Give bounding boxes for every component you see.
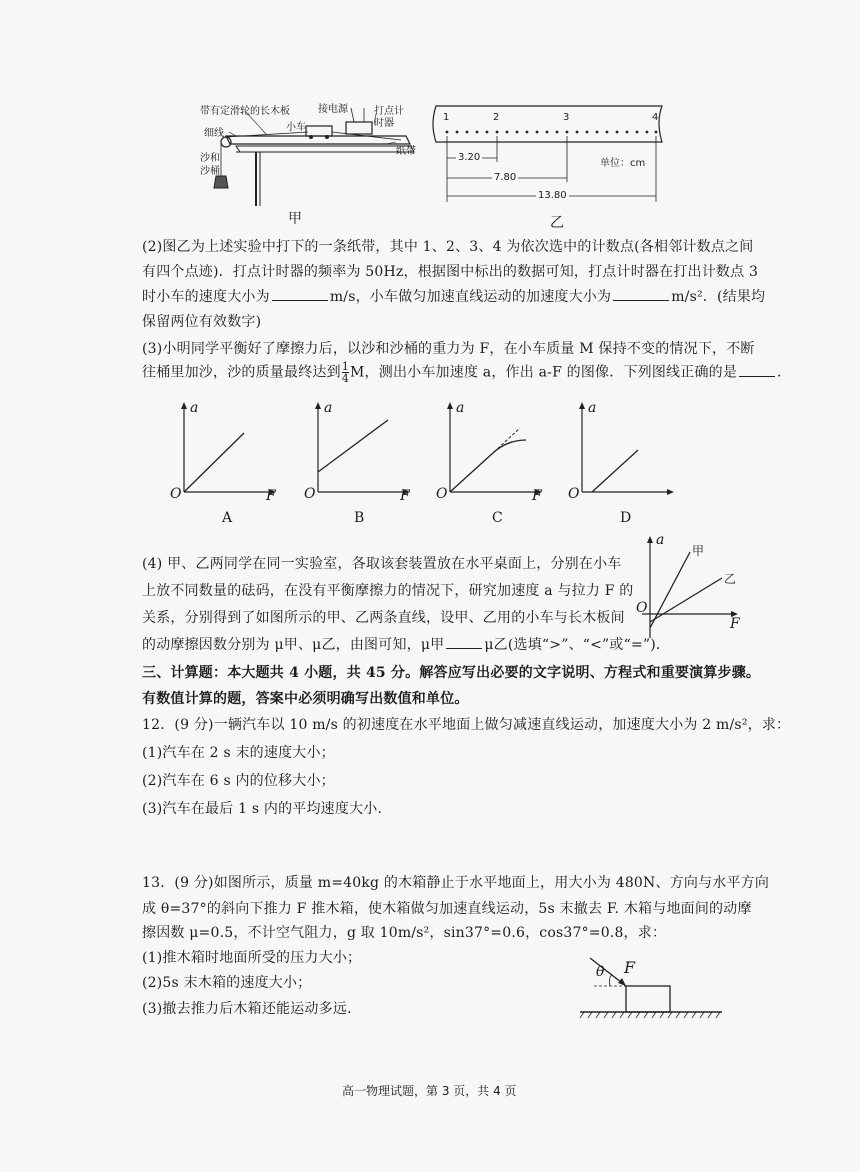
q13-part3: (3)撤去推力后木箱还能运动多远. <box>142 1001 352 1017</box>
figure-q4-graph <box>634 530 744 645</box>
q13-line3: 擦因数 μ=0.5，不计空气阻力，g 取 10m/s²，sin37°=0.6，cos37°=0.8，求： <box>142 925 667 941</box>
graph-a <box>168 400 278 500</box>
box-push-drawing <box>576 946 726 1026</box>
tape-point-3: 3 <box>563 112 570 123</box>
caption-jia: 甲 <box>288 211 302 227</box>
tape-dim-3: 13.80 <box>538 190 567 201</box>
graph-a-axis-y: a <box>190 400 199 416</box>
fraction-one-quarter <box>342 361 349 384</box>
graph-b-axis-x: F <box>400 488 410 504</box>
q4-answer-blank[interactable] <box>446 636 482 649</box>
q4-line4 <box>142 634 670 654</box>
option-a-label: A <box>222 510 233 526</box>
q2-line4: 保留两位有效数字) <box>142 314 262 330</box>
q4-graph-line-jia: 甲 <box>692 544 705 558</box>
label-board: 带有定滑轮的长木板 <box>200 106 290 117</box>
tape-point-2: 2 <box>493 112 500 123</box>
graph-b-origin: O <box>304 486 316 502</box>
graph-b-axis-y: a <box>324 400 333 416</box>
q2-line2: 有四个点迹)．打点计时器的频率为 50Hz，根据图中标出的数据可知，打点计时器在打出计数点 3 <box>142 264 759 280</box>
tape-unit: 单位：cm <box>600 158 646 169</box>
option-d-label: D <box>620 510 632 526</box>
q2-line1: (2)图乙为上述实验中打下的一条纸带，其中 1、2、3、4 为依次选中的计数点(各相邻计数点之间 <box>142 239 754 255</box>
label-power: 接电源 <box>318 104 348 115</box>
option-c-label: C <box>492 510 503 526</box>
fraction-numerator: 1 <box>341 360 350 373</box>
q2-blank-acceleration[interactable] <box>613 288 669 301</box>
graph-c-axis-x: F <box>532 488 542 504</box>
graph-c-axis-y: a <box>456 400 465 416</box>
label-sand: 沙和沙桶 <box>200 153 220 177</box>
caption-yi: 乙 <box>550 215 564 231</box>
q13-line2: 成 θ=37°的斜向下推力 F 推木箱，使木箱做匀加速直线运动，5s 末撤去 F. 木箱与地面间的动摩 <box>142 901 752 917</box>
tape-dim-2: 7.80 <box>494 172 517 183</box>
q4-line1: (4) 甲、乙两同学在同一实验室，各取该套装置放在水平桌面上，分别在小车 <box>142 556 622 572</box>
graph-a-origin: O <box>170 486 182 502</box>
q2-line3 <box>142 286 765 306</box>
q4-graph-axis-y: a <box>656 532 665 548</box>
tape-dim-1: 3.20 <box>458 152 481 163</box>
q3-line1: (3)小明同学平衡好了摩擦力后，以沙和沙桶的重力为 F，在小车质量 M 保持不变的情况下，不断 <box>142 341 755 357</box>
tape-point-1: 1 <box>443 112 450 123</box>
q4-line4-b: μ乙(选填“>”、“<”或“=”)． <box>484 637 671 653</box>
section3-heading-line2: 有数值计算的题，答案中必须明确写出数值和单位。 <box>142 691 469 707</box>
graph-a-axis-x: F <box>266 488 276 504</box>
tape-point-4: 4 <box>652 112 659 123</box>
box-push-theta: θ <box>596 964 605 980</box>
q4-graph-axis-x: F <box>730 616 740 632</box>
label-tape: 纸带 <box>396 146 416 157</box>
q3-line2-c: ． <box>777 364 792 381</box>
q12-part1: (1)汽车在 2 s 末的速度大小； <box>142 745 335 761</box>
q13-line1: 13．(9 分)如图所示，质量 m=40kg 的木箱静止于水平地面上，用大小为 480N、方向与水平方向 <box>142 875 770 891</box>
q4-graph-line-yi: 乙 <box>724 572 737 586</box>
graph-b <box>302 400 412 500</box>
q3-line2-b: M，测出小车加速度 a，作出 a-F 的图像．下列图线正确的是 <box>350 364 738 381</box>
q4-graph-origin: O <box>636 600 648 616</box>
q12-part2: (2)汽车在 6 s 内的位移大小； <box>142 773 335 789</box>
q2-line3-b: m/s，小车做匀加速直线运动的加速度大小为 <box>329 289 612 305</box>
q2-line3-c: m/s²．(结果均 <box>671 289 766 305</box>
graph-d <box>566 400 676 500</box>
section3-heading-line1: 三、计算题：本大题共 4 小题，共 45 分。解答应写出必要的文字说明、方程式和重要演算步骤。 <box>142 665 761 681</box>
label-timer: 打点计时器 <box>374 106 404 129</box>
q4-line4-a: 的动摩擦因数分别为 μ甲、μ乙，由图可知，μ甲 <box>142 637 445 653</box>
q2-blank-velocity[interactable] <box>272 288 328 301</box>
label-string: 细线 <box>204 128 224 139</box>
graph-c-origin: O <box>436 486 448 502</box>
figure-box-push <box>576 946 726 1026</box>
q2-line3-a: 时小车的速度大小为 <box>142 289 270 305</box>
q3-line2 <box>142 361 791 384</box>
q13-part2: (2)5s 末木箱的速度大小； <box>142 975 312 991</box>
q4-graph-drawing <box>634 530 744 645</box>
graph-options <box>168 400 658 530</box>
figure-tape <box>430 102 670 232</box>
option-b-label: B <box>354 510 365 526</box>
fraction-denominator: 4 <box>341 372 350 385</box>
graph-c <box>434 400 544 500</box>
graph-d-axis-y: a <box>588 400 597 416</box>
figure-apparatus <box>196 96 416 228</box>
q3-answer-blank[interactable] <box>739 364 775 377</box>
q4-line3: 关系，分别得到了如图所示的甲、乙两条直线，设甲、乙用的小车与长木板间 <box>142 610 625 626</box>
q3-line2-a: 往桶里加沙，沙的质量最终达到 <box>142 364 341 381</box>
box-push-force: F <box>624 958 636 977</box>
label-cart: 小车 <box>286 122 306 133</box>
page-footer: 高一物理试题，第 3 页，共 4 页 <box>342 1084 517 1098</box>
graph-d-origin: O <box>568 486 580 502</box>
q12-stem: 12．(9 分)一辆汽车以 10 m/s 的初速度在水平地面上做匀减速直线运动，加速度大小为 2 m/s²，求： <box>142 717 791 733</box>
q12-part3: (3)汽车在最后 1 s 内的平均速度大小. <box>142 801 383 817</box>
q13-part1: (1)推木箱时地面所受的压力大小； <box>142 950 362 966</box>
q4-line2: 上放不同数量的砝码，在没有平衡摩擦力的情况下，研究加速度 a 与拉力 F 的 <box>142 583 634 599</box>
